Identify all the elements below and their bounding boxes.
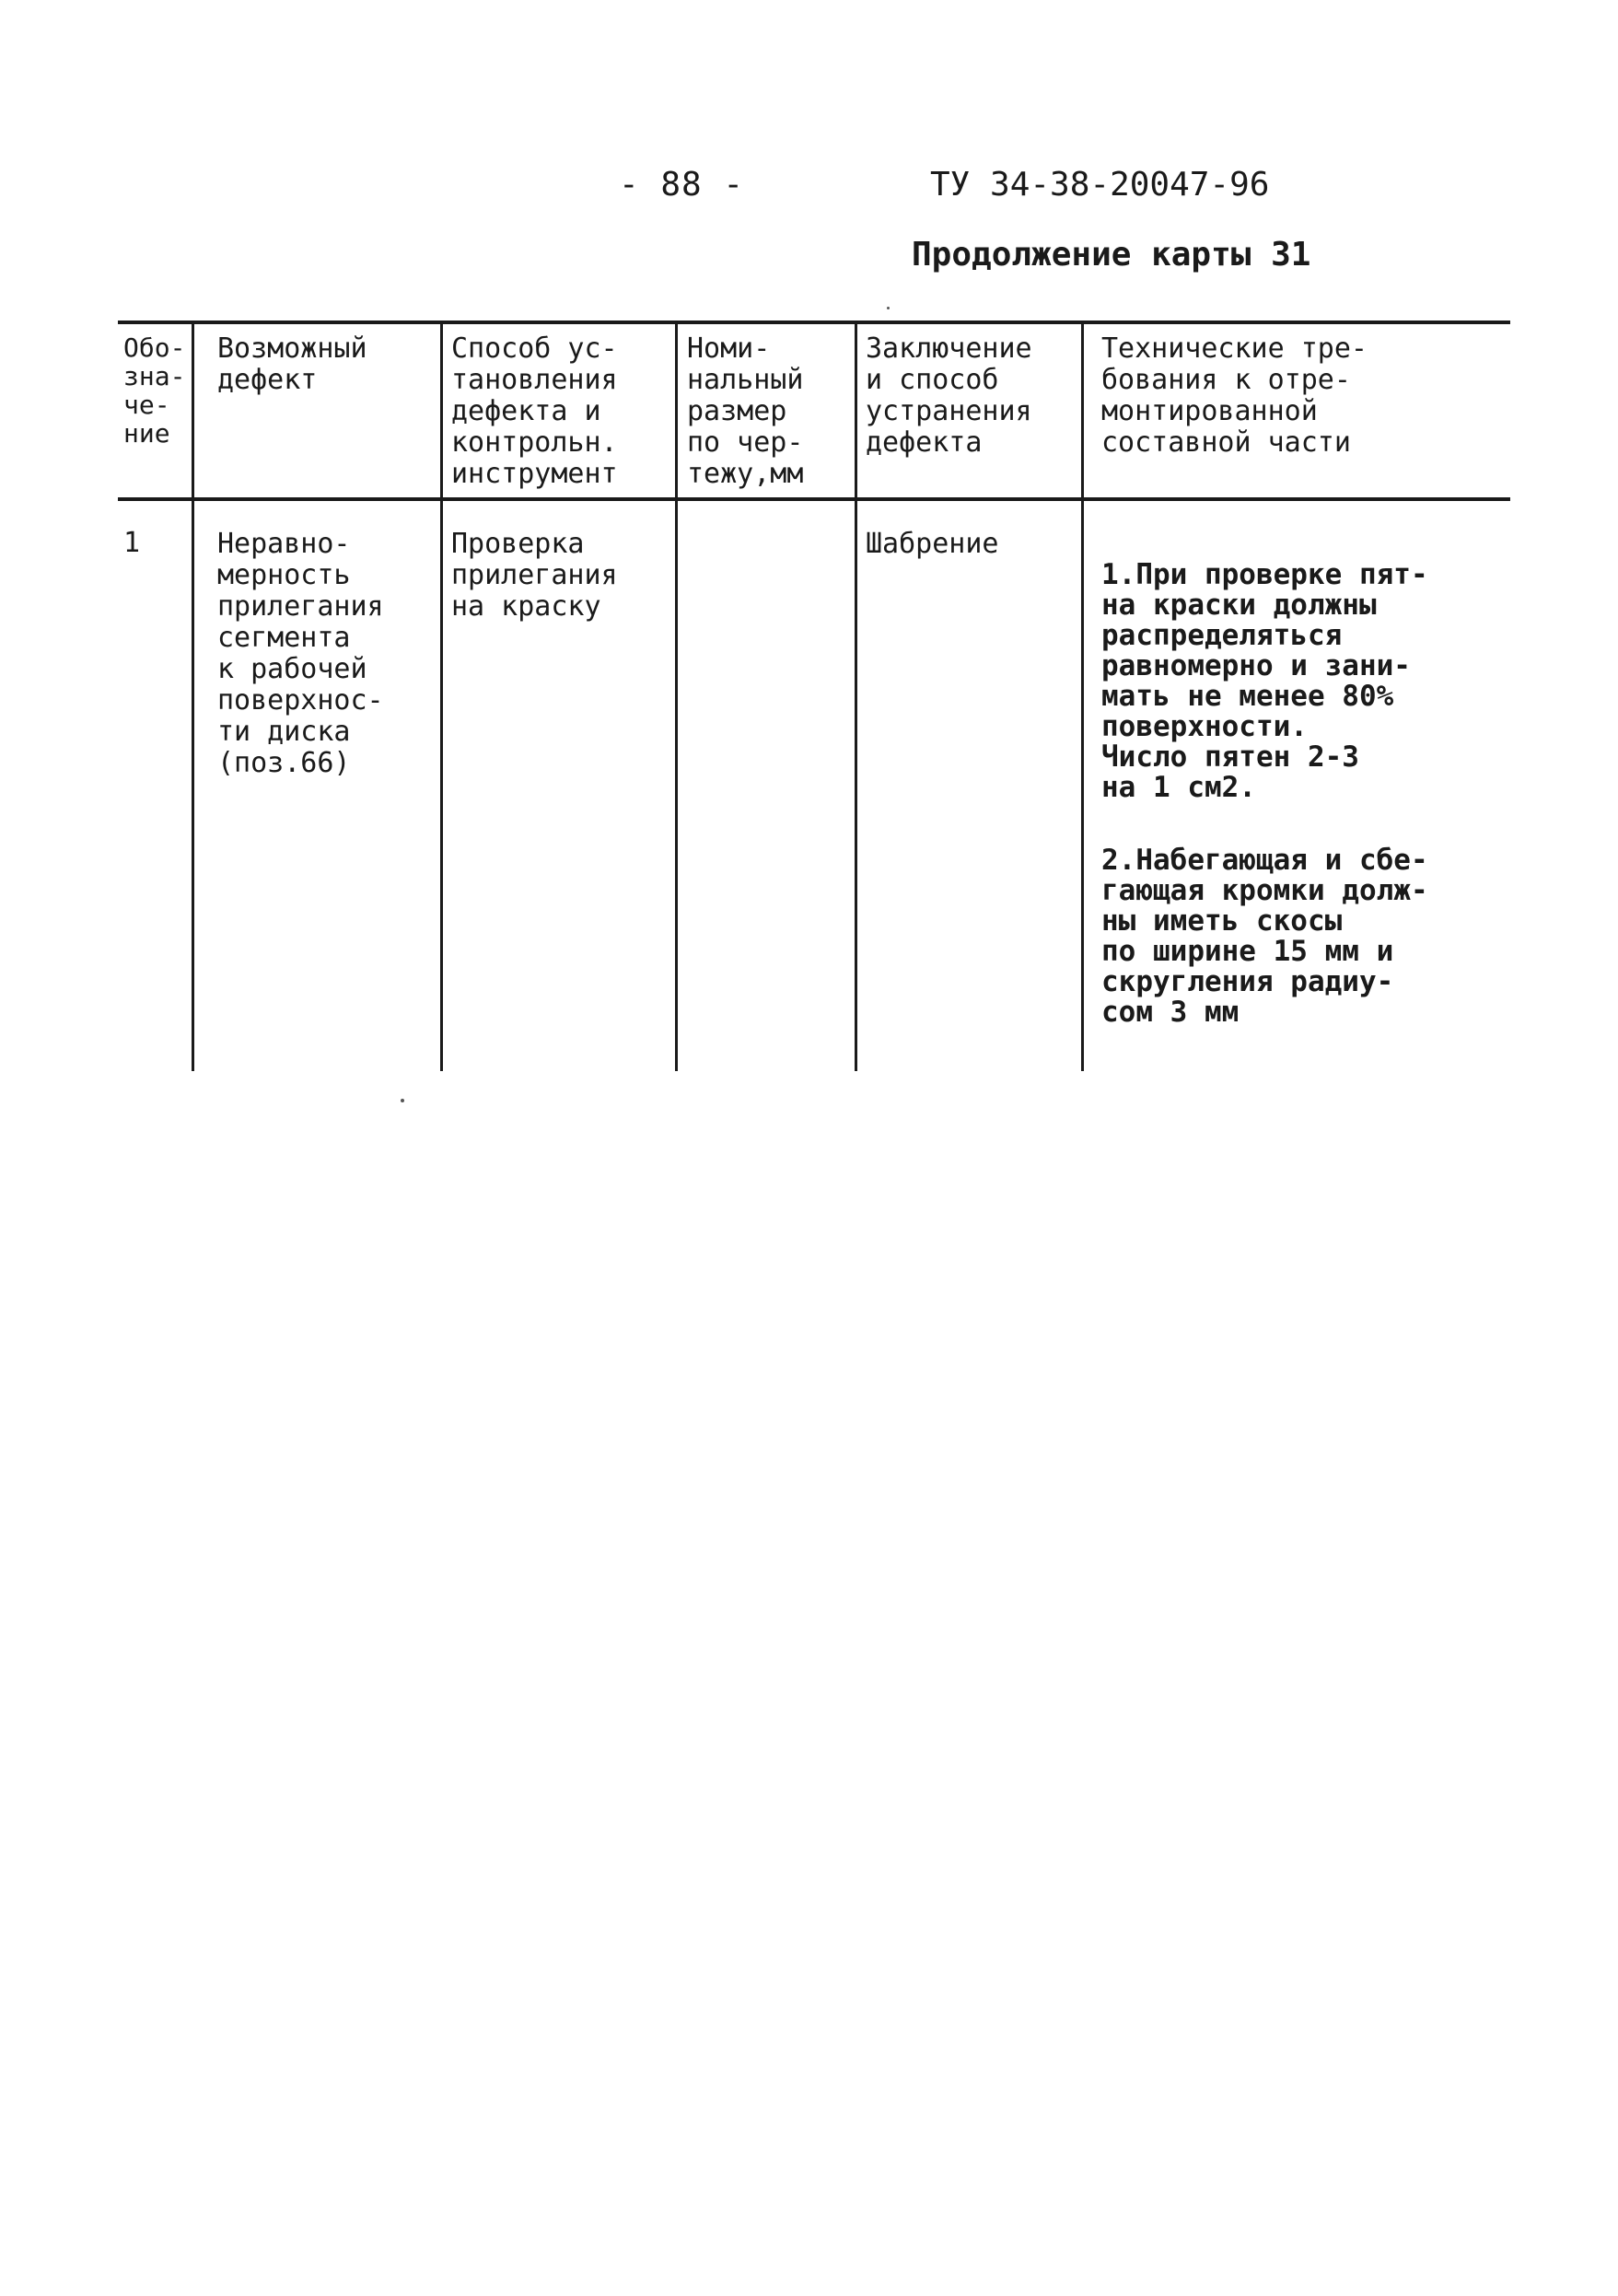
header-designation: Обо- зна- че- ние [123, 332, 186, 449]
header-requirements: Технические тре- бования к отре- монтированной составной части [1101, 332, 1368, 459]
page-number: - 88 - [619, 166, 745, 204]
table-top-rule [118, 321, 1510, 324]
scan-speck [887, 307, 890, 309]
header-conclusion: Заключение и способ устранения дефекта [866, 332, 1032, 459]
header-defect: Возможный дефект [217, 332, 367, 396]
row-requirements [1101, 529, 1507, 1059]
requirement-item-2: 2.Набегающая и сбе- гающая кромки долж- ны иметь скосы по ширине 15 мм и скругления радиу- сом 3 мм [1101, 844, 1428, 1029]
scan-speck [401, 1099, 404, 1102]
defect-table [118, 321, 1510, 1071]
header-nominal-size: Номи- нальный размер по чер- тежу,мм [687, 332, 804, 490]
document-code: ТУ 34-38-20047-96 [930, 166, 1270, 204]
table-header-rule [118, 497, 1510, 501]
header-method: Способ ус- тановления дефекта и контрольн. инструмент [451, 332, 618, 490]
row-method: Проверка прилегания на краску [451, 528, 618, 623]
row-defect: Неравно- мерность прилегания сегмента к рабочей поверхнос- ти диска (поз.66) [217, 528, 384, 779]
row-conclusion: Шабрение [866, 528, 999, 560]
requirement-item-1: 1.При проверке пят- на краски должны распределяться равномерно и зани- мать не менее 80% поверхности. Число пятен 2-3 на 1 см2. [1101, 558, 1428, 804]
row-designation: 1 [123, 527, 141, 559]
continuation-title: Продолжение карты 31 [912, 236, 1311, 274]
